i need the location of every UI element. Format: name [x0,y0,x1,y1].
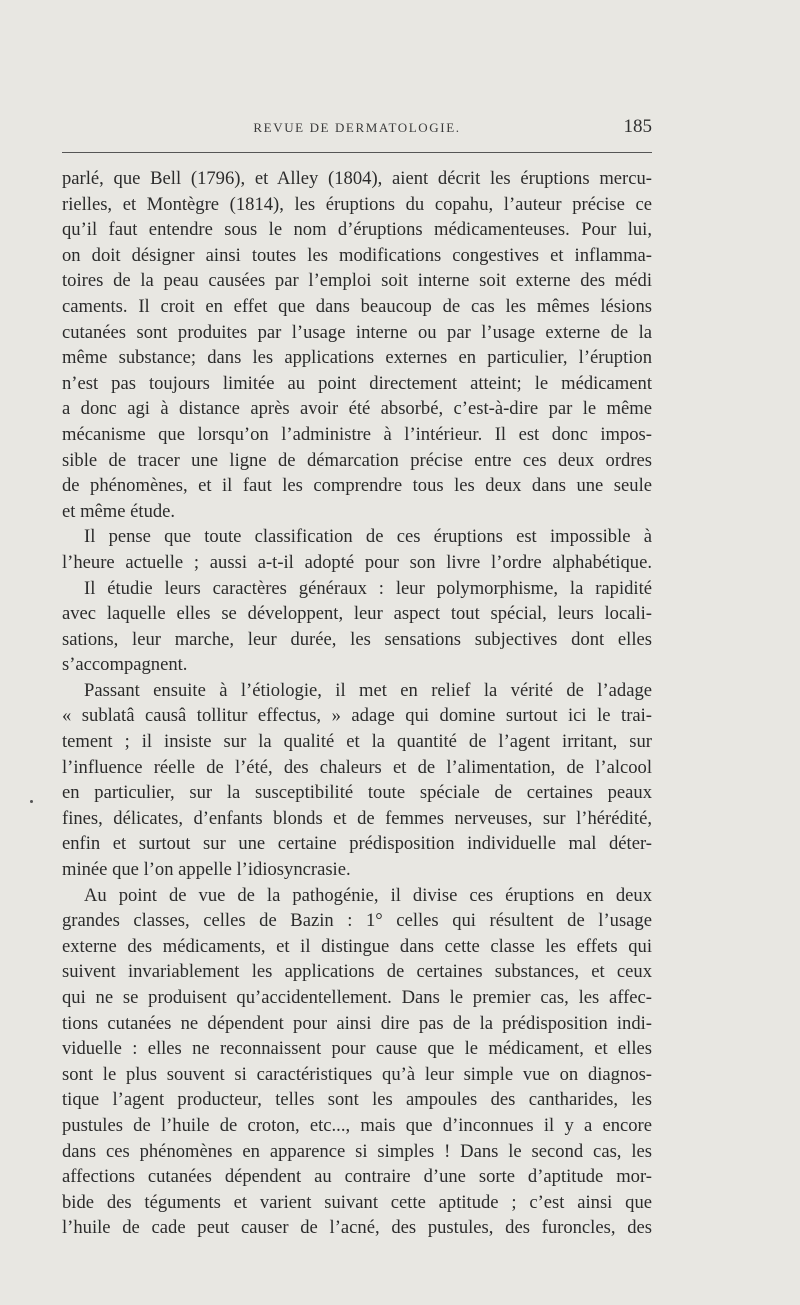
text-line: même substance; dans les applications externes en particulier, l’éruption [62,347,652,369]
text-line: sible de tracer une ligne de démarcation précise entre ces deux ordres [62,449,652,471]
text-line: grandes classes, celles de Bazin : 1° celles qui résultent de l’usage [62,910,652,932]
text-line: bide des téguments et varient suivant cette aptitude ; c’est ainsi que [62,1191,652,1213]
text-line: sont le plus souvent si caractéristiques qu’à leur simple vue on diagnos- [62,1063,652,1085]
text-line: parlé, que Bell (1796), et Alley (1804), aient décrit les éruptions mercu- [62,168,652,189]
text-line: on doit désigner ainsi toutes les modifications congestives et inflamma- [62,244,652,266]
text-line: n’est pas toujours limitée au point directement atteint; le médicament [62,372,652,394]
text-line: affections cutanées dépendent au contraire d’une sorte d’aptitude mor- [62,1166,652,1188]
text-line: suivent invariablement les applications de certaines substances, et ceux [62,961,652,983]
text-line: a donc agi à distance après avoir été absorbé, c’est-à-dire par le même [62,398,652,420]
text-line: toires de la peau causées par l’emploi soit interne soit externe des médi [62,270,652,292]
text-line: qui ne se produisent qu’accidentellement. Dans le premier cas, les affec- [62,987,652,1008]
text-line: enfin et surtout sur une certaine prédisposition individuelle mal déter- [62,833,652,855]
text-line: l’heure actuelle ; aussi a-t-il adopté pour son livre l’ordre alphabétique. [62,551,652,573]
text-line: fines, délicates, d’enfants blonds et de femmes nerveuses, sur l’hérédité, [62,807,652,829]
text-line: qu’il faut entendre sous le nom d’éruptions médicamenteuses. Pour lui, [62,219,652,241]
text-line: Il pense que toute classification de ces éruptions est impossible à [84,526,652,548]
margin-mark [30,800,33,803]
text-line: et même étude. [62,500,176,522]
text-line: externe des médicaments, et il distingue dans cette classe les effets qui [62,935,652,957]
text-line: Il étudie leurs caractères généraux : leur polymorphisme, la rapidité [84,577,652,599]
text-line: caments. Il croit en effet que dans beaucoup de cas les mêmes lésions [62,295,652,317]
text-line: minée que l’on appelle l’idiosyncrasie. [62,859,351,881]
text-line: avec laquelle elles se développent, leur aspect tout spécial, leurs locali- [62,603,652,625]
text-line: en particulier, sur la susceptibilité toute spéciale de certaines peaux [62,782,652,804]
text-line: pustules de l’huile de croton, etc..., mais que d’inconnues il y a encore [62,1114,652,1136]
text-line: mécanisme que lorsqu’on l’administre à l’intérieur. Il est donc impos- [62,423,652,445]
body-text [62,166,652,1241]
text-line: Au point de vue de la pathogénie, il divise ces éruptions en deux [84,884,652,906]
text-line: dans ces phénomènes en apparence si simples ! Dans le second cas, les [62,1140,652,1162]
text-line: « sublatâ causâ tollitur effectus, » adage qui domine surtout ici le trai- [62,705,652,727]
text-line: Passant ensuite à l’étiologie, il met en relief la vérité de l’adage [84,679,652,701]
text-line: tions cutanées ne dépendent pour ainsi dire pas de la prédisposition indi- [62,1012,652,1034]
header-rule [62,152,652,153]
text-line: viduelle : elles ne reconnaissent pour cause que le médicament, et elles [62,1038,652,1060]
text-line: s’accompagnent. [62,654,188,676]
page-number: 185 [623,116,652,137]
text-line: tement ; il insiste sur la qualité et la quantité de l’agent irritant, sur [62,731,652,753]
text-line: l’huile de cade peut causer de l’acné, des pustules, des furoncles, des [62,1217,652,1239]
running-head [62,116,652,140]
text-line: tique l’agent producteur, telles sont les ampoules des cantharides, les [62,1089,652,1111]
text-line: sations, leur marche, leur durée, les sensations subjectives dont elles [62,628,652,650]
text-line: de phénomènes, et il faut les comprendre tous les deux dans une seule [62,475,652,497]
running-title: REVUE DE DERMATOLOGIE. [253,120,461,135]
text-line: rielles, et Montègre (1814), les éruptions du copahu, l’auteur précise ce [62,193,652,215]
text-line: cutanées sont produites par l’usage interne ou par l’usage externe de la [62,321,652,343]
text-line: l’influence réelle de l’été, des chaleurs et de l’alimentation, de l’alcool [62,756,652,778]
